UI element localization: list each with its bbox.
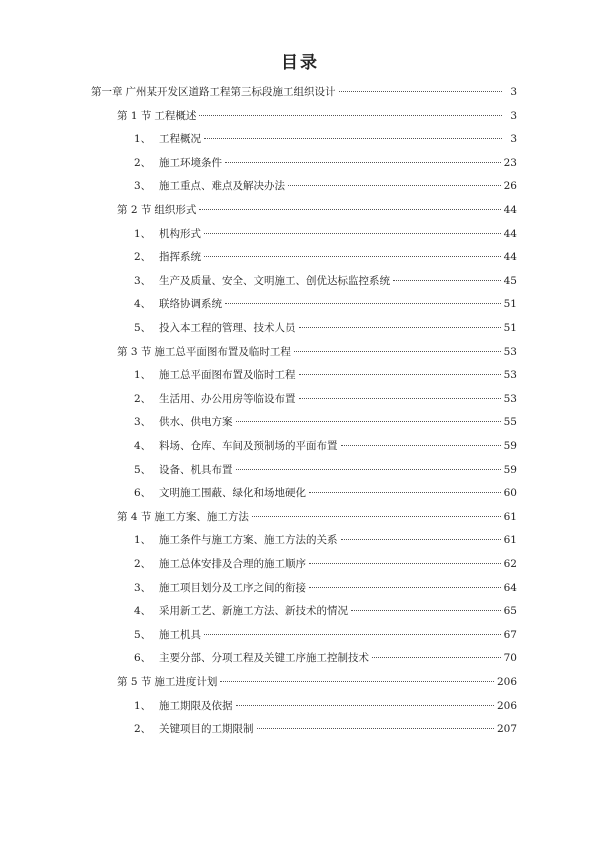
toc-entry-title: 主要分部、分项工程及关键工序施工控制技术 (159, 652, 369, 665)
toc-entry[interactable] (134, 699, 517, 713)
toc-entry-page-number: 53 (503, 369, 517, 382)
toc-entry-number: 5、 (134, 322, 152, 334)
toc-entry-page-number: 3 (510, 86, 517, 98)
toc-entry-page-number: 59 (503, 440, 517, 452)
toc-entry[interactable] (134, 463, 517, 477)
dot-leader (204, 138, 502, 139)
toc-entry[interactable] (134, 179, 517, 193)
toc-entry-number: 6、 (134, 487, 152, 500)
dot-leader (252, 516, 501, 517)
dot-leader (257, 728, 494, 729)
toc-entry-page-number: 23 (503, 156, 517, 169)
toc-entry-page-number: 206 (496, 676, 517, 688)
toc-entry-page-number: 55 (503, 416, 517, 429)
toc-entry-page-number: 44 (503, 227, 517, 240)
dot-leader (199, 209, 500, 210)
toc-entry-page-number: 3 (510, 109, 517, 122)
toc-entry-page-number: 67 (503, 628, 517, 641)
toc-entry[interactable] (134, 392, 517, 406)
dot-leader (299, 398, 501, 399)
toc-entry-number: 第 3 节 (117, 345, 152, 358)
dot-leader (372, 657, 501, 658)
dot-leader (199, 115, 502, 116)
toc-entry[interactable] (134, 274, 517, 288)
toc-entry-page-number: 62 (503, 558, 517, 570)
toc-entry-page-number: 64 (503, 581, 517, 594)
dot-leader (288, 185, 501, 186)
toc-entry[interactable] (134, 368, 517, 382)
toc-entry[interactable] (134, 581, 517, 595)
toc-entry-title: 组织形式 (154, 204, 197, 216)
toc-entry-number: 3、 (134, 180, 152, 193)
toc-entry[interactable] (134, 156, 517, 170)
dot-leader (225, 162, 501, 163)
dot-leader (393, 280, 501, 281)
toc-entry-page-number: 45 (503, 274, 517, 287)
toc-entry[interactable] (117, 203, 517, 217)
toc-entry-number: 第 2 节 (117, 204, 152, 216)
toc-entry[interactable] (134, 415, 517, 429)
toc-entry-title: 文明施工围蔽、绿化和场地硬化 (159, 487, 306, 500)
toc-entry[interactable] (134, 250, 517, 264)
toc-entry-number: 4、 (134, 298, 152, 311)
toc-entry-number: 3、 (134, 274, 152, 287)
toc-entry-title: 联络协调系统 (159, 298, 222, 311)
toc-entry-number: 3、 (134, 581, 152, 594)
toc-entry[interactable] (117, 675, 517, 689)
toc-entry[interactable] (117, 109, 517, 123)
toc-entry-title: 关键项目的工期限制 (159, 723, 254, 736)
toc-entry-number: 3、 (134, 416, 152, 429)
dot-leader (236, 421, 501, 422)
dot-leader (299, 374, 501, 375)
toc-entry-title: 采用新工艺、新施工方法、新技术的情况 (159, 605, 348, 618)
toc-entry-number: 第 4 节 (117, 510, 152, 523)
dot-leader (309, 563, 501, 564)
toc-entry[interactable] (134, 722, 517, 736)
toc-entry-title: 施工期限及依据 (159, 699, 233, 712)
dot-leader (294, 351, 501, 352)
toc-entry-page-number: 65 (503, 605, 517, 618)
toc-entry[interactable] (134, 651, 517, 665)
toc-entry-title: 供水、供电方案 (159, 416, 233, 429)
toc-entry-number: 1、 (134, 534, 152, 547)
toc-entry[interactable] (91, 85, 517, 99)
toc-entry-title: 料场、仓库、车间及预制场的平面布置 (159, 440, 338, 452)
toc-entry[interactable] (134, 557, 517, 571)
toc-entry[interactable] (134, 486, 517, 500)
toc-entry-number: 2、 (134, 392, 152, 405)
dot-leader (220, 681, 494, 682)
toc-entry-title: 投入本工程的管理、技术人员 (159, 322, 296, 334)
toc-entry-title: 生产及质量、安全、文明施工、创优达标监控系统 (159, 274, 390, 287)
dot-leader (204, 233, 501, 234)
toc-entry[interactable] (134, 227, 517, 241)
dot-leader (236, 705, 494, 706)
toc-entry-number: 第 5 节 (117, 676, 152, 688)
toc-entry[interactable] (134, 439, 517, 453)
toc-entry-page-number: 53 (503, 345, 517, 358)
toc-entry-page-number: 26 (503, 180, 517, 193)
dot-leader (299, 327, 501, 328)
dot-leader (309, 587, 501, 588)
toc-entry[interactable] (134, 533, 517, 547)
toc-entry-title: 施工条件与施工方案、施工方法的关系 (159, 534, 338, 547)
toc-entry-title: 生活用、办公用房等临设布置 (159, 392, 296, 405)
toc-entry-page-number: 3 (510, 133, 517, 146)
toc-entry-number: 1、 (134, 369, 152, 382)
toc-entry-title: 施工总体安排及合理的施工顺序 (159, 558, 306, 570)
dot-leader (204, 256, 501, 257)
toc-entry-page-number: 206 (496, 699, 517, 712)
page-title: 目录 (281, 53, 319, 73)
dot-leader (309, 492, 501, 493)
toc-entry-number: 第 1 节 (117, 109, 152, 122)
toc-entry-title: 指挥系统 (159, 251, 201, 264)
toc-entry-title: 工程概况 (159, 133, 201, 146)
toc-entry-page-number: 60 (503, 487, 517, 500)
toc-entry-number: 5、 (134, 463, 152, 476)
toc-entry-title: 设备、机具布置 (159, 463, 233, 476)
toc-entry-number: 第一章 (91, 86, 123, 98)
toc-entry-number: 2、 (134, 156, 152, 169)
toc-entry-number: 1、 (134, 133, 152, 146)
toc-entry[interactable] (134, 132, 517, 146)
toc-entry-title: 施工机具 (159, 628, 201, 641)
toc-entry-title: 施工进度计划 (154, 676, 218, 688)
toc-entry[interactable] (134, 604, 517, 618)
toc-entry[interactable] (117, 345, 517, 359)
toc-entry-number: 4、 (134, 440, 152, 452)
toc-entry-page-number: 53 (503, 392, 517, 405)
toc-entry-page-number: 61 (503, 510, 517, 523)
toc-entry-title: 施工环境条件 (159, 156, 222, 169)
dot-leader (225, 303, 501, 304)
toc-entry-number: 2、 (134, 251, 152, 264)
toc-entry-number: 4、 (134, 605, 152, 618)
toc-entry-page-number: 59 (503, 463, 517, 476)
toc-entry-page-number: 70 (503, 652, 517, 665)
dot-leader (341, 445, 501, 446)
toc-entry-number: 6、 (134, 652, 152, 665)
toc-entry-page-number: 51 (503, 298, 517, 311)
toc-entry[interactable] (134, 628, 517, 642)
toc-entry[interactable] (117, 510, 517, 524)
toc-entry-title: 工程概述 (154, 109, 197, 122)
toc-entry-title: 施工重点、难点及解决办法 (159, 180, 285, 193)
toc-entry-page-number: 207 (496, 723, 517, 736)
toc-entry-number: 1、 (134, 699, 152, 712)
toc-entry-page-number: 44 (503, 251, 517, 264)
toc-entry-title: 施工总平面图布置及临时工程 (154, 345, 291, 358)
toc-entry-title: 广州某开发区道路工程第三标段施工组织设计 (125, 86, 336, 98)
toc-entry-page-number: 44 (503, 204, 517, 216)
dot-leader (236, 469, 501, 470)
toc-entry-number: 5、 (134, 628, 152, 641)
toc-entry-number: 2、 (134, 558, 152, 570)
toc-entry-page-number: 51 (503, 322, 517, 334)
toc-entry-title: 施工项目划分及工序之间的衔接 (159, 581, 306, 594)
dot-leader (204, 634, 501, 635)
dot-leader (339, 91, 503, 92)
toc-entry[interactable] (134, 297, 517, 311)
toc-entry-page-number: 61 (503, 534, 517, 547)
toc-entry-number: 1、 (134, 227, 152, 240)
toc-entry-title: 施工方案、施工方法 (154, 510, 249, 523)
toc-entry-number: 2、 (134, 723, 152, 736)
toc-entry[interactable] (134, 321, 517, 335)
dot-leader (351, 610, 501, 611)
dot-leader (341, 539, 501, 540)
toc-entry-title: 施工总平面图布置及临时工程 (159, 369, 296, 382)
toc-entry-title: 机构形式 (159, 227, 201, 240)
